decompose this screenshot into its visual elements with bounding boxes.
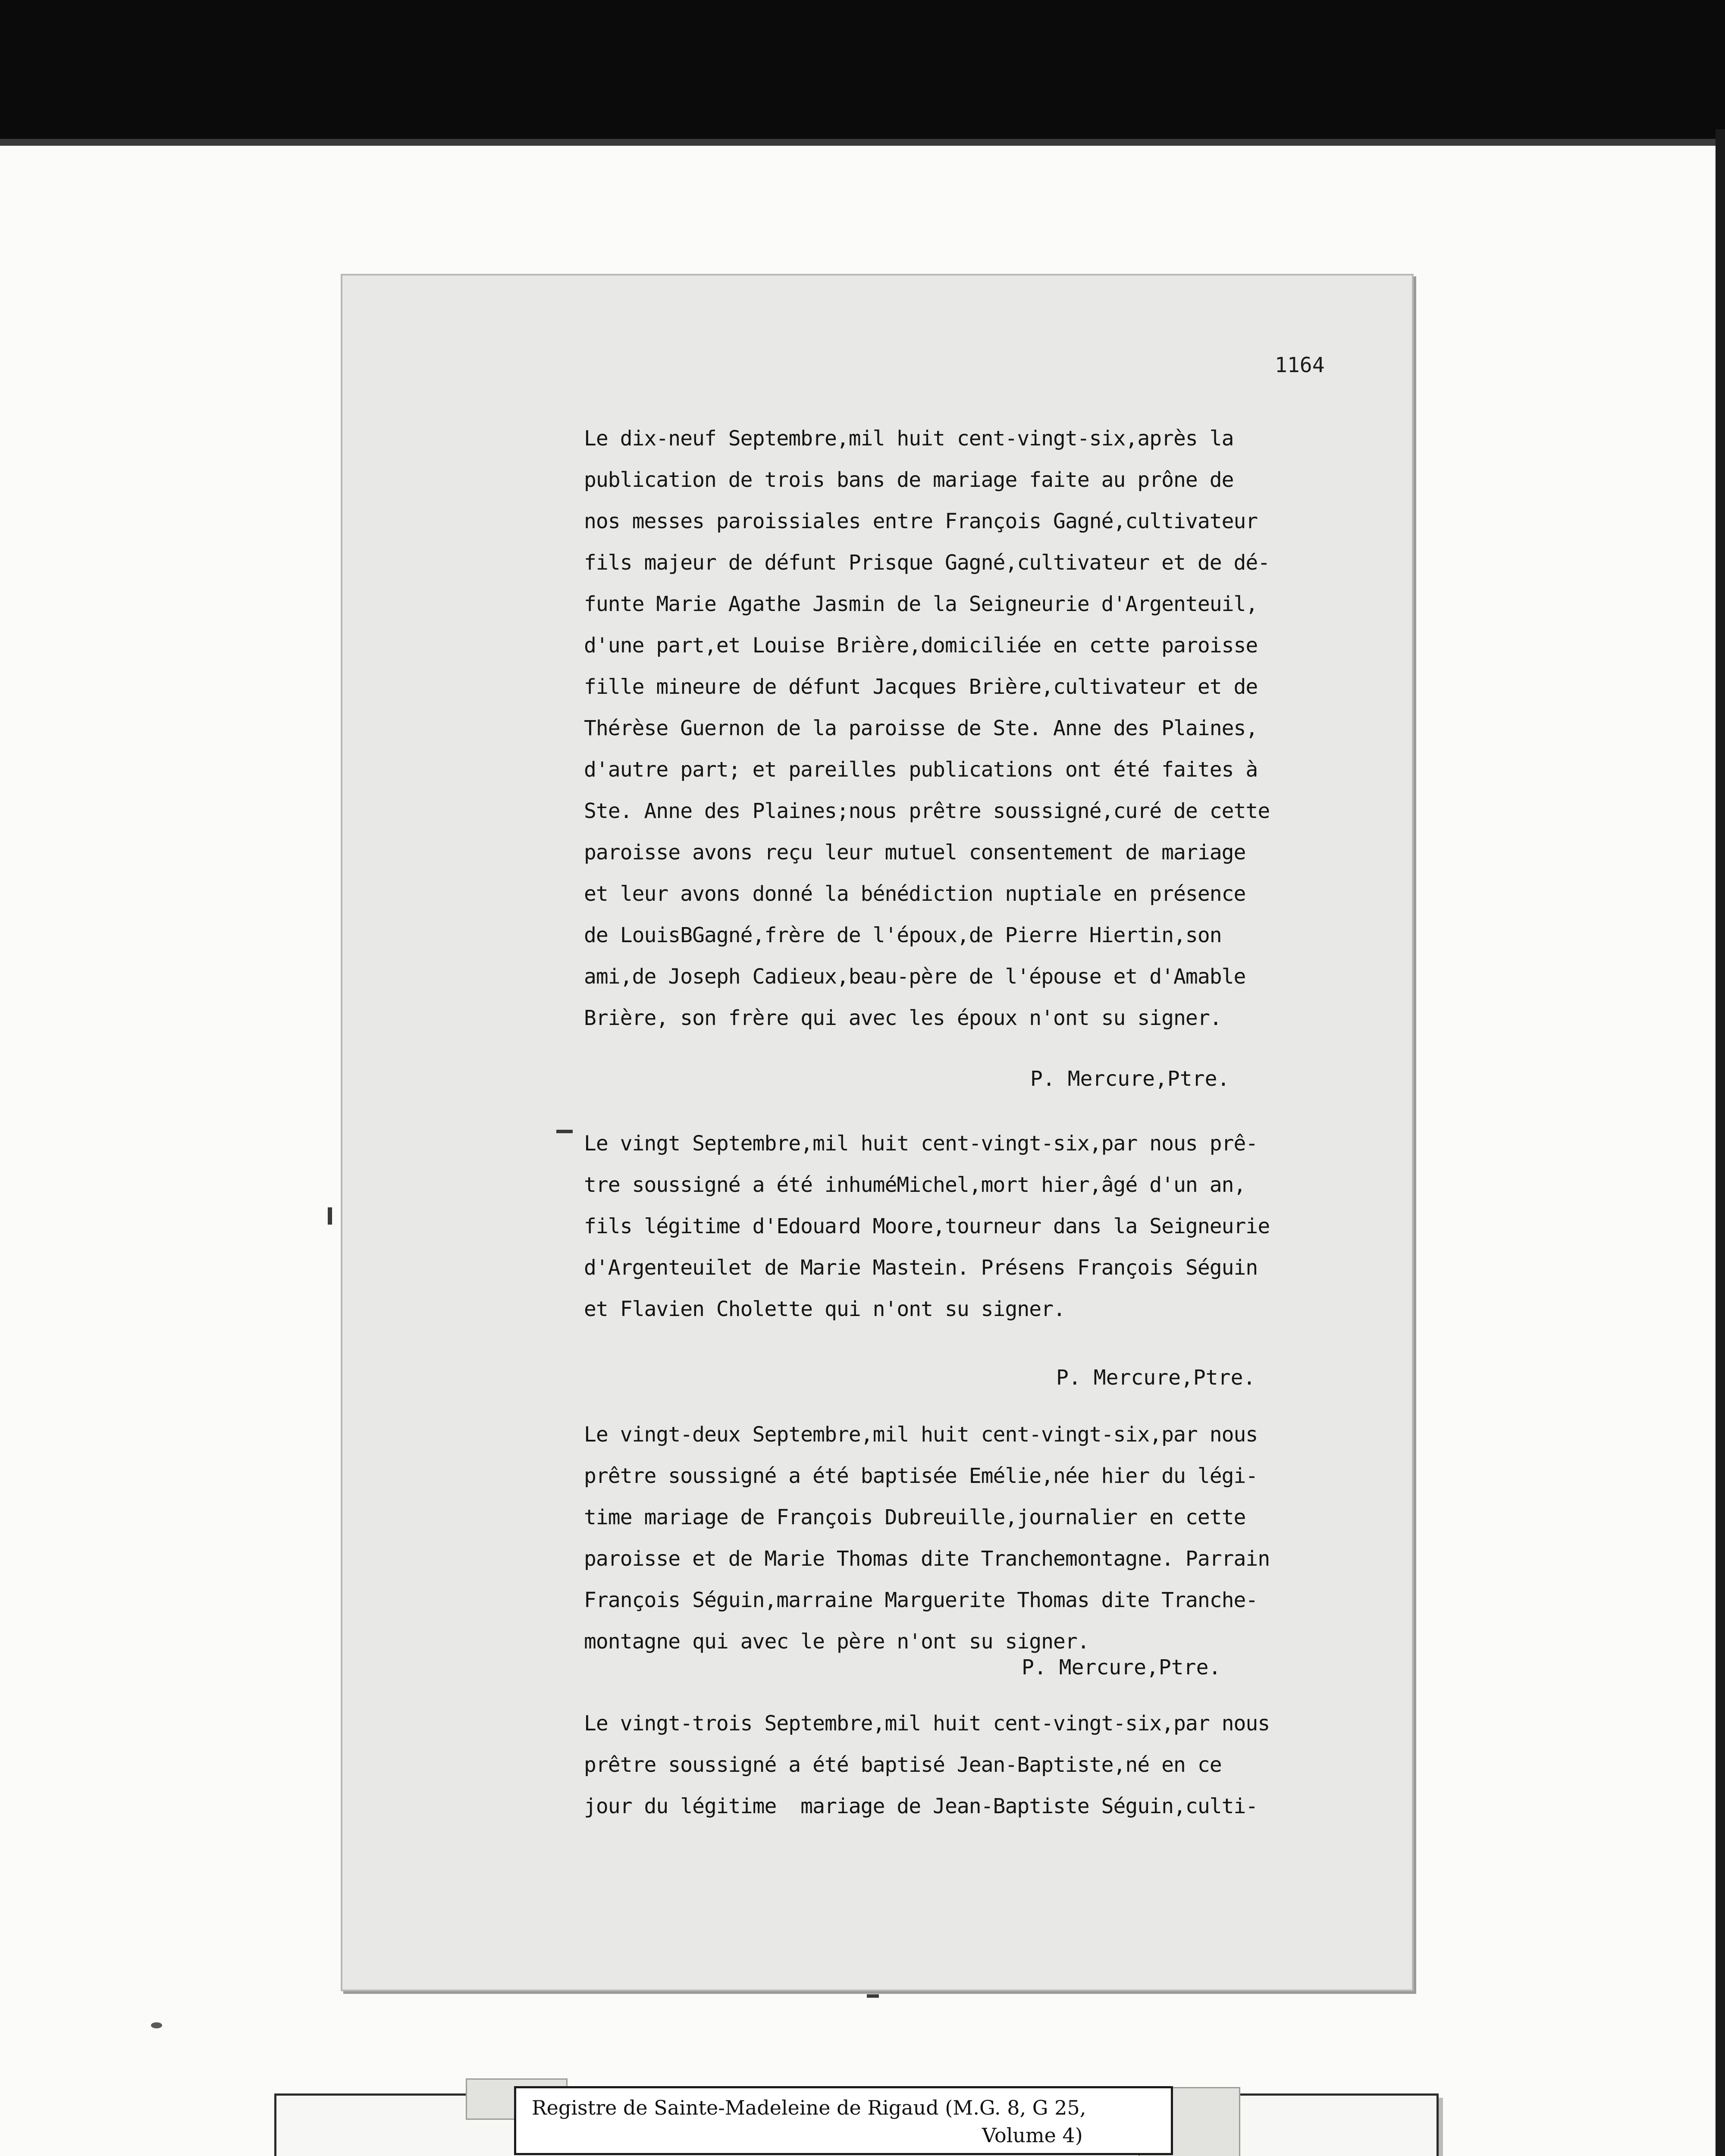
entry-line: prêtre soussigné a été baptisé Jean-Baptiste,né en ce (584, 1753, 1222, 1777)
reference-volume: Volume 4) (982, 2124, 1083, 2147)
entry-line: paroisse et de Marie Thomas dite Tranchemontagne. Parrain (584, 1547, 1270, 1571)
entry-line: Le vingt Septembre,mil huit cent-vingt-six,par nous prê- (584, 1131, 1258, 1156)
film-right-border (1716, 129, 1725, 2156)
margin-mark (556, 1130, 573, 1133)
entry-line: fille mineure de défunt Jacques Brière,cultivateur et de (584, 675, 1258, 699)
entry-burial-michel-moore (584, 1123, 1403, 1330)
entry-line: et Flavien Cholette qui n'ont su signer. (584, 1297, 1065, 1321)
entry-line: Brière, son frère qui avec les époux n'ont su signer. (584, 1006, 1222, 1030)
reference-label (514, 2086, 1173, 2155)
entry-line: d'autre part; et pareilles publications ont été faites à (584, 758, 1258, 782)
entry-line: Le vingt-trois Septembre,mil huit cent-vingt-six,par nous (584, 1711, 1270, 1736)
margin-mark (867, 1994, 879, 1998)
entry-line: time mariage de François Dubreuille,journalier en cette (584, 1505, 1246, 1529)
entry-line: nos messes paroissiales entre François Gagné,cultivateur (584, 509, 1258, 533)
register-page (341, 274, 1414, 1991)
entry-line: fils majeur de défunt Prisque Gagné,cultivateur et de dé- (584, 551, 1270, 575)
entry-line: ami,de Joseph Cadieux,beau-père de l'épouse et d'Amable (584, 965, 1246, 989)
margin-mark (328, 1207, 332, 1225)
entry-line: Le dix-neuf Septembre,mil huit cent-vingt-six,après la (584, 426, 1234, 451)
entry-line: prêtre soussigné a été baptisée Emélie,née hier du légi- (584, 1464, 1258, 1488)
entry-line: montagne qui avec le père n'ont su signer. (584, 1630, 1089, 1654)
film-speck (151, 2022, 162, 2028)
entry-line: et leur avons donné la bénédiction nuptiale en présence (584, 882, 1246, 906)
entry-line: François Séguin,marraine Marguerite Thomas dite Tranche- (584, 1588, 1258, 1612)
priest-signature: P. Mercure,Ptre. (1022, 1655, 1221, 1680)
entry-baptism-jean-baptiste-seguin (584, 1703, 1403, 1827)
entry-line: d'une part,et Louise Brière,domiciliée en cette paroisse (584, 633, 1258, 658)
entry-line: jour du légitime mariage de Jean-Baptiste Séguin,culti- (584, 1794, 1258, 1818)
entry-line: publication de trois bans de mariage faite au prône de (584, 468, 1234, 492)
entry-line: tre soussigné a été inhuméMichel,mort hier,âgé d'un an, (584, 1173, 1246, 1197)
film-top-edge (0, 139, 1725, 146)
entry-line: de LouisBGagné,frère de l'époux,de Pierre Hiertin,son (584, 923, 1222, 947)
entry-marriage-gagne-briere (584, 418, 1403, 1039)
entry-line: funte Marie Agathe Jasmin de la Seigneurie d'Argenteuil, (584, 592, 1258, 616)
priest-signature: P. Mercure,Ptre. (1056, 1366, 1256, 1390)
film-top-band (0, 0, 1725, 142)
entry-line: fils légitime d'Edouard Moore,tourneur dans la Seigneurie (584, 1214, 1270, 1238)
entry-line: d'Argenteuilet de Marie Mastein. Présens François Séguin (584, 1256, 1258, 1280)
priest-signature: P. Mercure,Ptre. (1030, 1067, 1230, 1091)
entry-line: Le vingt-deux Septembre,mil huit cent-vingt-six,par nous (584, 1423, 1258, 1447)
reference-text: Registre de Sainte-Madeleine de Rigaud (M.G. 8, G 25, (532, 2096, 1086, 2119)
entry-baptism-emelie-dubreuille (584, 1414, 1403, 1662)
entry-line: Ste. Anne des Plaines;nous prêtre soussigné,curé de cette (584, 799, 1270, 823)
entry-line: paroisse avons reçu leur mutuel consentement de mariage (584, 840, 1246, 865)
entry-line: Thérèse Guernon de la paroisse de Ste. Anne des Plaines, (584, 716, 1258, 740)
page-number: 1164 (1275, 353, 1325, 377)
